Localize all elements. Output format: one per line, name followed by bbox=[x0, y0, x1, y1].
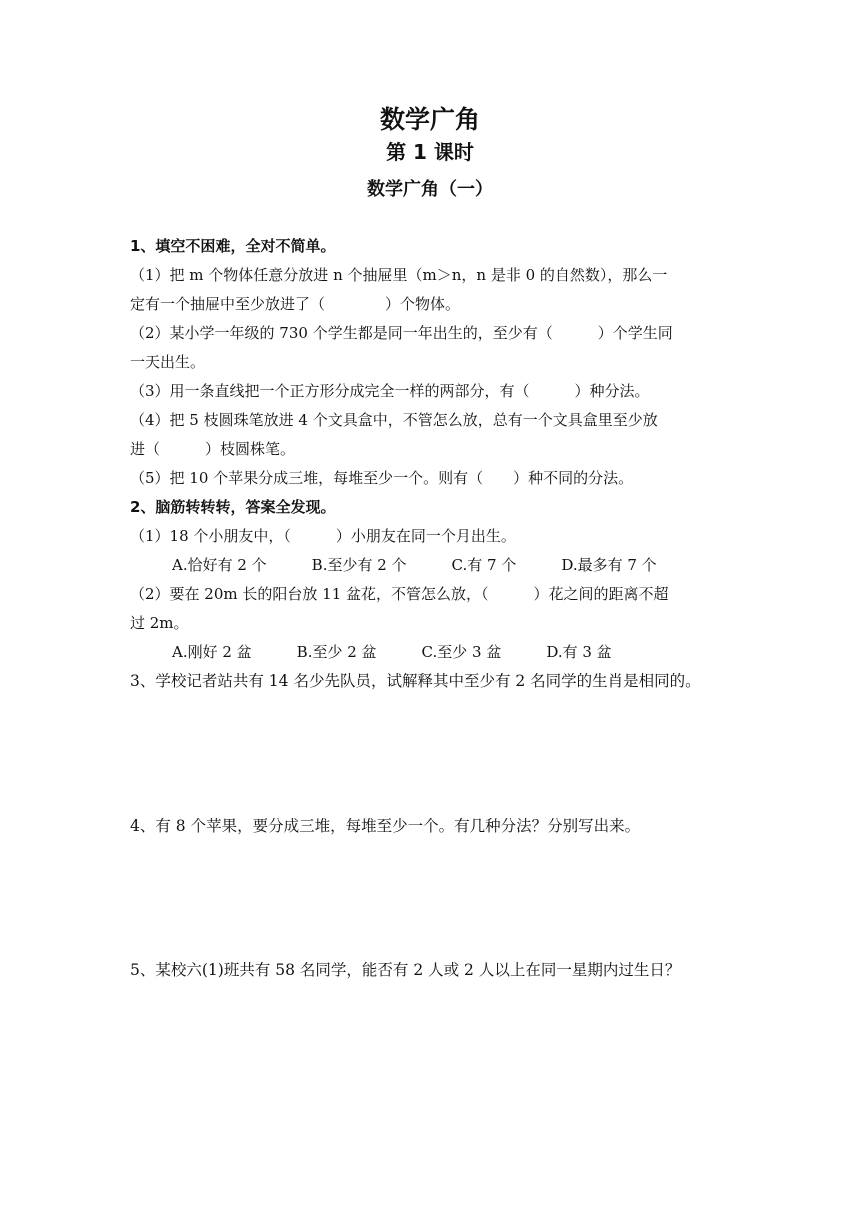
s1-q2-line1: （2）某小学一年级的 730 个学生都是同一年出生的，至少有（ ）个学生同 bbox=[130, 324, 673, 342]
s1-q4-line1: （4）把 5 枝圆珠笔放进 4 个文具盒中，不管怎么放，总有一个文具盒里至少放 bbox=[130, 411, 658, 429]
s2-q2-line1: （2）要在 20m 长的阳台放 11 盆花，不管怎么放，（ ）花之间的距离不超 bbox=[130, 585, 669, 603]
s1-q2-line2: 一天出生。 bbox=[130, 353, 206, 371]
s2-q2-line2: 过 2m。 bbox=[130, 614, 189, 632]
s2-q1: （1）18 个小朋友中，（ ）小朋友在同一个月出生。 bbox=[130, 527, 516, 545]
lesson-number: 第 1 课时 bbox=[386, 140, 474, 164]
s1-q4-line2: 进（ ）枝圆株笔。 bbox=[130, 440, 296, 458]
s2-q2-options: A.刚好 2 盆 B.至少 2 盆 C.至少 3 盆 D.有 3 盆 bbox=[172, 643, 612, 661]
s1-q1-line2: 定有一个抽屉中至少放进了（ ）个物体。 bbox=[130, 295, 461, 313]
question-4: 4、有 8 个苹果，要分成三堆，每堆至少一个。有几种分法？分别写出来。 bbox=[130, 817, 641, 835]
s1-q1-line1: （1）把 m 个物体任意分放进 n 个抽屉里（m＞n，n 是非 0 的自然数），那么一 bbox=[130, 266, 668, 284]
section-1-title: 1、填空不困难，全对不简单。 bbox=[130, 237, 336, 255]
s1-q3: （3）用一条直线把一个正方形分成完全一样的两部分，有（ ）种分法。 bbox=[130, 382, 650, 400]
s1-q5: （5）把 10 个苹果分成三堆，每堆至少一个。则有（ ）种不同的分法。 bbox=[130, 469, 634, 487]
section-2-title: 2、脑筋转转转，答案全发现。 bbox=[130, 498, 336, 516]
s2-q1-options: A.恰好有 2 个 B.至少有 2 个 C.有 7 个 D.最多有 7 个 bbox=[172, 556, 657, 574]
page-title: 数学广角 bbox=[379, 105, 480, 134]
section-heading: 数学广角（一） bbox=[367, 179, 493, 200]
question-5: 5、某校六(1)班共有 58 名同学，能否有 2 人或 2 人以上在同一星期内过生日？ bbox=[130, 961, 681, 979]
question-3: 3、学校记者站共有 14 名少先队员，试解释其中至少有 2 名同学的生肖是相同的。 bbox=[130, 672, 701, 690]
